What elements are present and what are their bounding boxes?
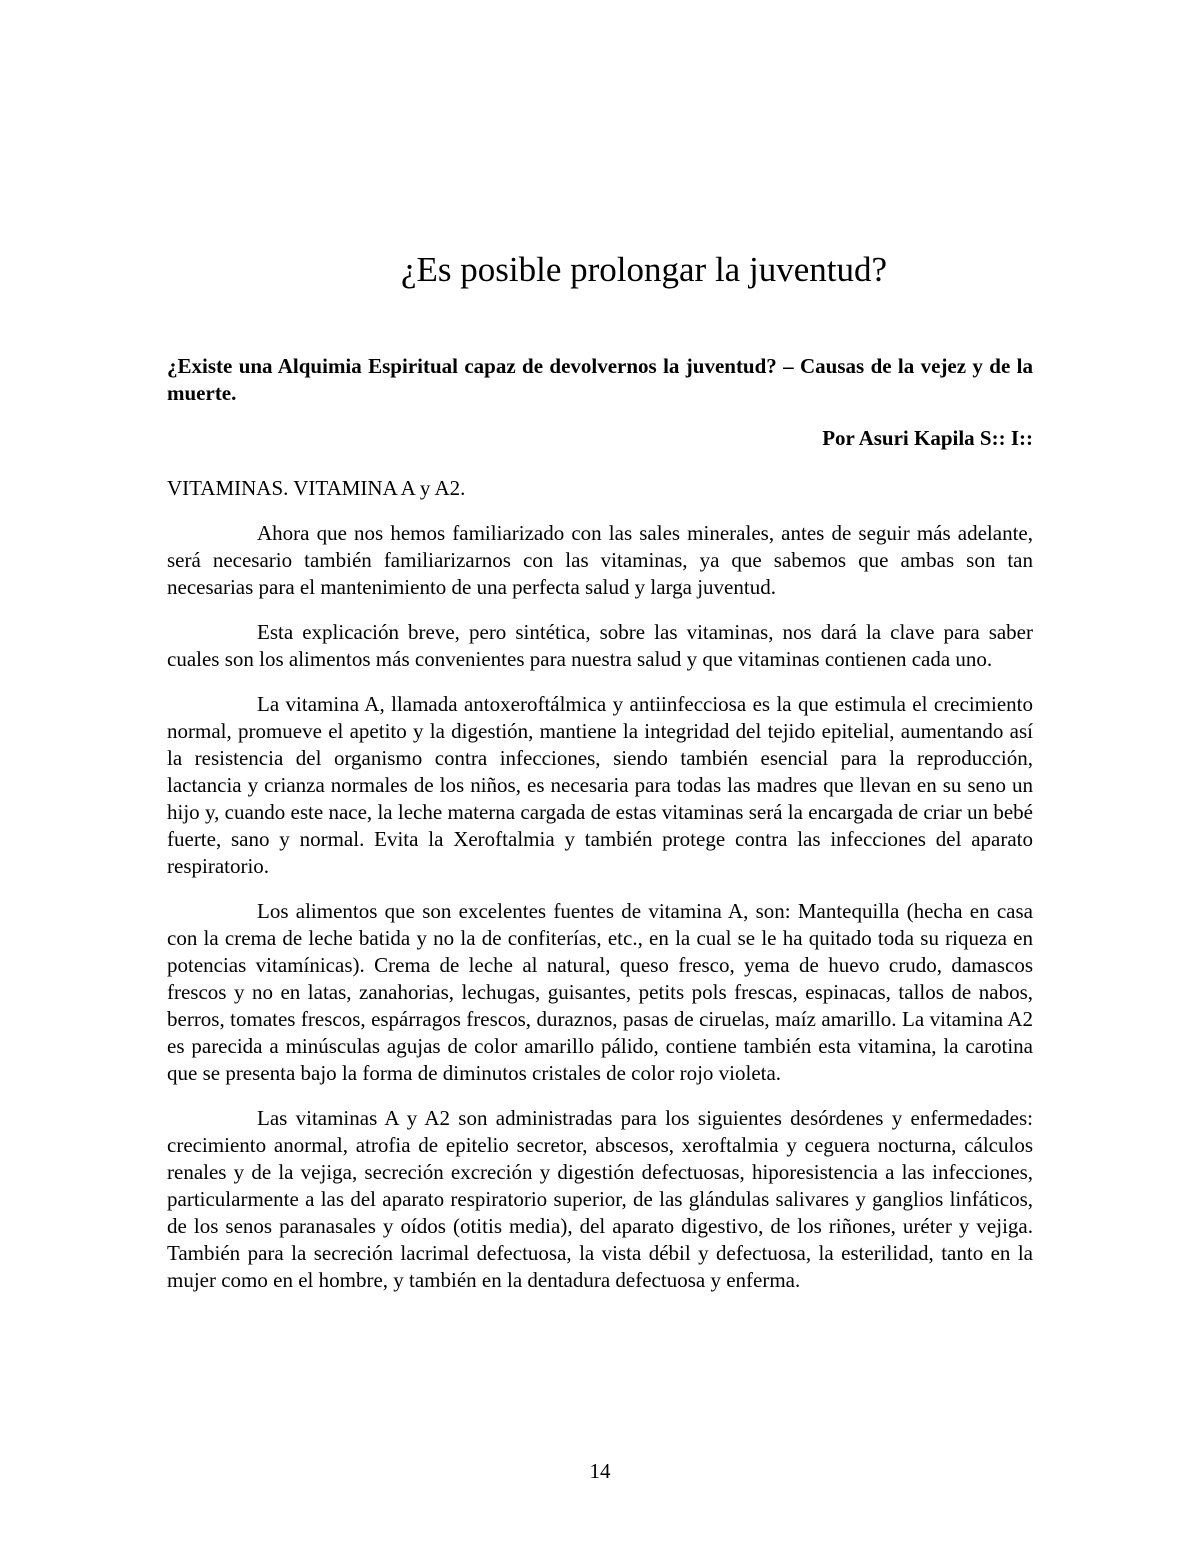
- paragraph: Ahora que nos hemos familiarizado con las sales minerales, antes de seguir más adelante, será necesario también familiarizarnos con las vitaminas, ya que sabemos que ambas son tan necesarias para el mantenimiento de una perfecta salud y larga juventud.: [167, 521, 1033, 599]
- document-body: [167, 353, 1033, 1294]
- paragraph: Esta explicación breve, pero sintética, sobre las vitaminas, nos dará la clave para saber cuales son los alimentos más convenientes para nuestra salud y que vitaminas contienen cada uno.: [167, 620, 1033, 671]
- paragraph: Las vitaminas A y A2 son administradas para los siguientes desórdenes y enfermedades: crecimiento anormal, atrofia de epitelio secretor, abscesos, xeroftalmia y ceguera nocturna, cálculos renales y de la vejiga, secreción excreción y digestión defectuosas, hiporesistencia a las infecciones, particularmente a las del aparato respiratorio superior, de las glándulas salivares y ganglios linfáticos, de los senos paranasales y oídos (otitis media), del aparato digestivo, de los riñones, uréter y vejiga. También para la secreción lacrimal defectuosa, la vista débil y defectuosa, la esterilidad, tanto en la mujer como en el hombre, y también en la dentadura defectuosa y enferma.: [167, 1106, 1033, 1292]
- page-number: 14: [589, 1459, 611, 1483]
- page-title: ¿Es posible prolongar la juventud?: [401, 250, 887, 289]
- paragraph: La vitamina A, llamada antoxeroftálmica y antiinfecciosa es la que estimula el crecimiento normal, promueve el apetito y la digestión, mantiene la integridad del tejido epitelial, aumentando así la resistencia del organismo contra infecciones, siendo también esencial para la reproducción, lactancia y crianza normales de los niños, es necesaria para todas las madres que llevan en su seno un hijo y, cuando este nace, la leche materna cargada de estas vitaminas será la encargada de criar un bebé fuerte, sano y normal. Evita la Xeroftalmia y también protege contra las infecciones del aparato respiratorio.: [167, 692, 1033, 878]
- section-heading: VITAMINAS. VITAMINA A y A2.: [167, 476, 466, 500]
- subtitle: ¿Existe una Alquimia Espiritual capaz de devolvernos la juventud? – Causas de la vejez y de la muerte.: [167, 354, 1033, 405]
- author-line: Por Asuri Kapila S:: I::: [822, 426, 1033, 450]
- paragraph: Los alimentos que son excelentes fuentes de vitamina A, son: Mantequilla (hecha en casa con la crema de leche batida y no la de confiterías, etc., en la cual se le ha quitado toda su riqueza en potencias vitamínicas). Crema de leche al natural, queso fresco, yema de huevo crudo, damascos frescos y no en latas, zanahorias, lechugas, guisantes, petits pols frescas, espinacas, tallos de nabos, berros, tomates frescos, espárragos frescos, duraznos, pasas de ciruelas, maíz amarillo. La vitamina A2 es parecida a minúsculas agujas de color amarillo pálido, contiene también esta vitamina, la carotina que se presenta bajo la forma de diminutos cristales de color rojo violeta.: [167, 899, 1033, 1085]
